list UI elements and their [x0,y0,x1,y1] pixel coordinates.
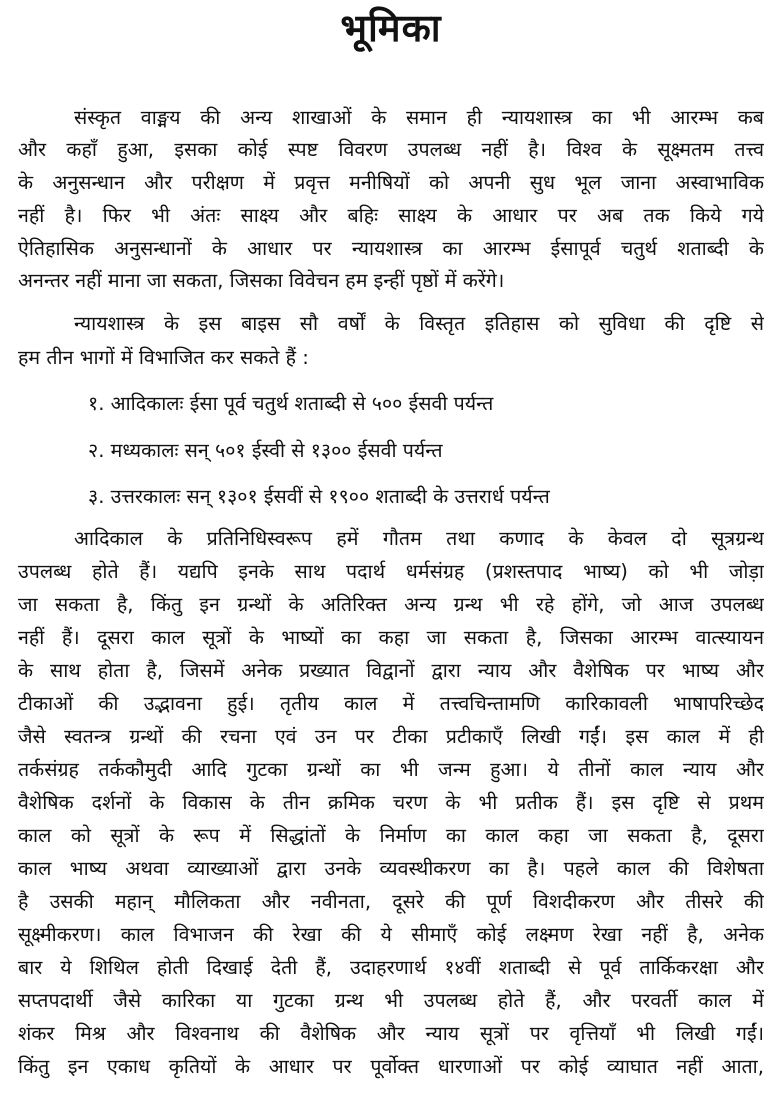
paragraph-3-line-5: के साथ होता है, जिसमें अनेक प्रख्यात विद्वानों द्वारा न्याय और वैशेषिक पर भाष्य और [18,659,764,682]
paragraph-3-line-1: आदिकाल के प्रतिनिधिस्वरूप हमें गौतम तथा कणाद के केवल दो सूत्रग्रन्थ [74,527,764,550]
paragraph-3-line-13: सूक्ष्मीकरण। काल विभाजन की रेखा की ये सीमाएँ कोई लक्ष्मण रेखा नहीं है, अनेक [18,923,764,946]
paragraph-3-line-12: है उसकी महान् मौलिकता और नवीनता, दूसरे की पूर्ण विशदीकरण और तीसरे की [18,890,764,913]
list-item-3: ३. उत्तरकालः सन् १३०१ ईसवीं से १९०० शताब्दी के उत्तरार्ध पर्यन्त [88,485,550,508]
paragraph-3-line-15: सप्तपदार्थी जैसे कारिका या गुटका ग्रन्थ भी उपलब्ध होते हैं, और परवर्ती काल में [18,989,764,1012]
paragraph-3-line-9: वैशेषिक दर्शनों के विकास के तीन क्रमिक चरण के भी प्रतीक हैं। इस दृष्टि से प्रथम [18,791,764,814]
paragraph-2-line-1: न्यायशास्त्र के इस बाइस सौ वर्षों के विस्तृत इतिहास को सुविधा की दृष्टि से [74,312,764,335]
list-item-1: १. आदिकालः ईसा पूर्व चतुर्थ शताब्दी से ५०० ईसवी पर्यन्त [88,392,494,415]
paragraph-1-line-5: ऐतिहासिक अनुसन्धानों के आधार पर न्यायशास्त्र का आरम्भ ईसापूर्व चतुर्थ शताब्दी के [18,237,764,260]
paragraph-1-line-4: नहीं है। फिर भी अंतः साक्ष्य और बहिः साक्ष्य के आधार पर अब तक किये गये [18,204,764,227]
document-page [18,0,764,1108]
paragraph-1-line-1: संस्कृत वाङ्मय की अन्य शाखाओं के समान ही न्यायशास्त्र का भी आरम्भ कब [74,106,764,129]
paragraph-3-line-16: शंकर मिश्र और विश्वनाथ की वैशेषिक और न्याय सूत्रों पर वृत्तियाँ भी लिखी गईं। [18,1022,764,1045]
paragraph-3-line-14: बार ये शिथिल होती दिखाई देती हैं, उदाहरणार्थ १४वीं शताब्दी से पूर्व तार्किकरक्षा और [18,956,764,979]
paragraph-3-line-4: नहीं हैं। दूसरा काल सूत्रों के भाष्यों का कहा जा सकता है, जिसका आरम्भ वात्स्यायन [18,626,764,649]
paragraph-3-line-11: काल भाष्य अथवा व्याख्याओं द्वारा उनके व्यवस्थीकरण का है। पहले काल की विशेषता [18,857,764,880]
paragraph-3-line-10: काल को सूत्रों के रूप में सिद्धांतों के निर्माण का काल कहा जा सकता है, दूसरा [18,824,764,847]
page-title: भूमिका [340,6,442,50]
paragraph-3-line-8: तर्कसंग्रह तर्ककौमुदी आदि गुटका ग्रन्थों का भी जन्म हुआ। ये तीनों काल न्याय और [18,758,764,781]
paragraph-1-line-3: के अनुसन्धान और परीक्षण में प्रवृत्त मनीषियों को अपनी सुध भूल जाना अस्वाभाविक [18,171,764,194]
paragraph-2-line-2: हम तीन भागों में विभाजित कर सकते हैं : [18,346,309,369]
paragraph-3-line-17: किंतु इन एकाध कृतियों के आधार पर पूर्वोक्त धारणाओं पर कोई व्याघात नहीं आता, [18,1055,764,1078]
paragraph-3-line-6: टीकाओं की उद्भावना हुई। तृतीय काल में तत्त्वचिन्तामणि कारिकावली भाषापरिच्छेद [18,692,764,715]
paragraph-1-line-6: अनन्तर नहीं माना जा सकता, जिसका विवेचन हम इन्हीं पृष्ठों में करेंगे। [18,269,505,292]
list-item-2: २. मध्यकालः सन् ५०१ ईस्वी से १३०० ईसवी पर्यन्त [88,439,443,462]
paragraph-3-line-2: उपलब्ध होते हैं। यद्यपि इनके साथ पदार्थ धर्मसंग्रह (प्रशस्तपाद भाष्य) को भी जोड़ा [18,560,764,583]
paragraph-3-line-3: जा सकता है, किंतु इन ग्रन्थों के अतिरिक्त अन्य ग्रन्थ भी रहे होंगे, जो आज उपलब्ध [18,593,764,616]
paragraph-1-line-2: और कहाँ हुआ, इसका कोई स्पष्ट विवरण उपलब्ध नहीं है। विश्व के सूक्ष्मतम तत्त्व [18,138,764,161]
paragraph-3-line-7: जैसे स्वतन्त्र ग्रन्थों की रचना एवं उन पर टीका प्रटीकाएँ लिखी गईं। इस काल में ही [18,725,764,748]
